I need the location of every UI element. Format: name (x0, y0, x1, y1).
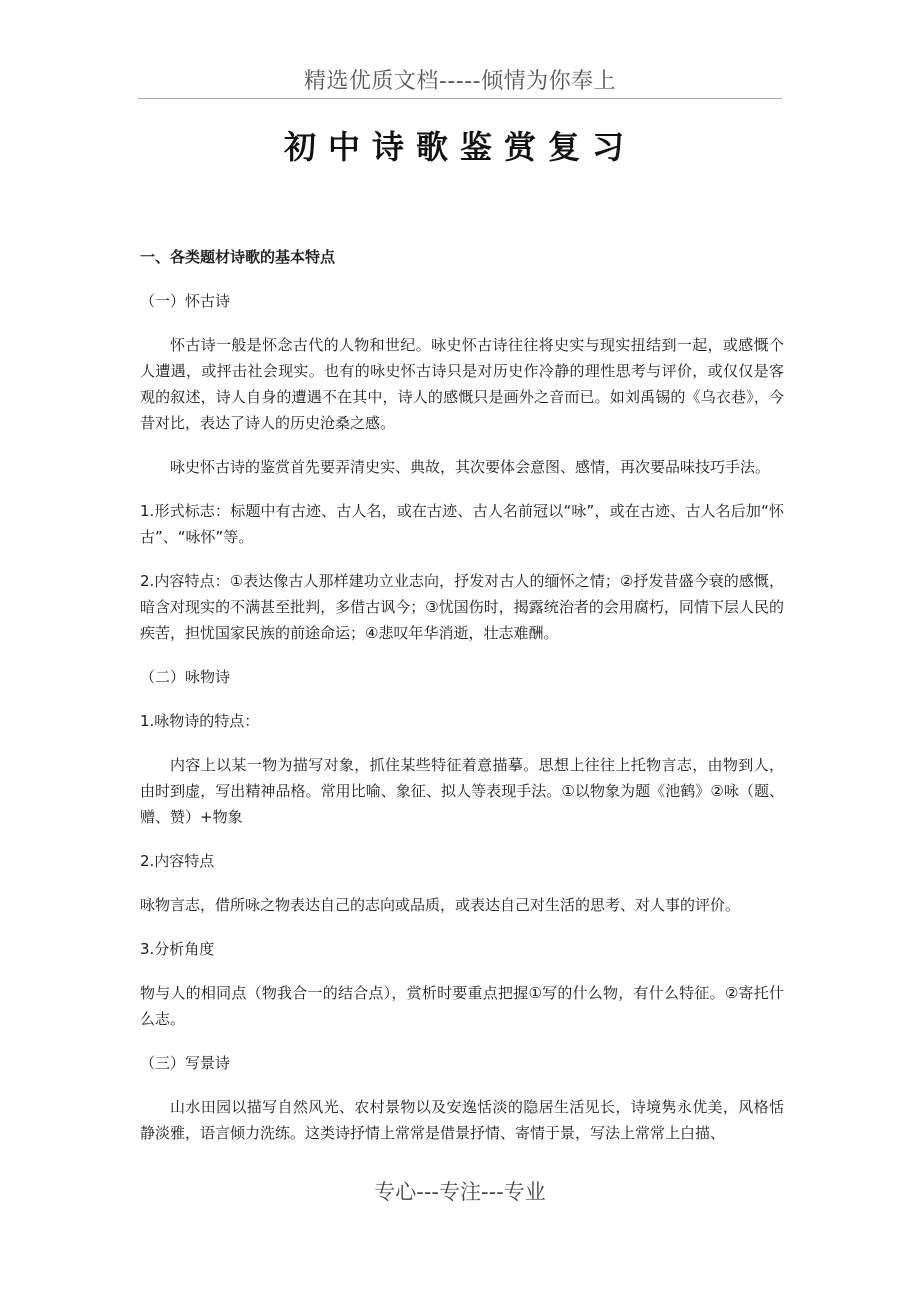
subsection-heading-yongwu: （二）咏物诗 (140, 668, 231, 686)
paragraph: 物与人的相同点（物我合一的结合点），赏析时要重点把握①写的什么物，有什么特征。②寄托什么志。 (140, 984, 784, 1028)
subsection-heading-huaigu: （一）怀古诗 (140, 292, 231, 310)
subsection-heading-xiejing: （三）写景诗 (140, 1054, 231, 1072)
header-divider (138, 98, 782, 99)
document-title: 初中诗歌鉴赏复习 (283, 128, 636, 166)
section-heading: 一、各类题材诗歌的基本特点 (140, 248, 336, 266)
page-header: 精选优质文档-----倾情为你奉上 (303, 69, 617, 94)
document-body (140, 244, 784, 1164)
paragraph: 怀古诗一般是怀念古代的人物和世纪。咏史怀古诗往往将史实与现实扭结到一起，或感慨个人遭遇，或抨击社会现实。也有的咏史怀古诗只是对历史作冷静的理性思考与评价，或仅仅是客观的叙述，诗人自身的遭遇不在其中，诗人的感慨只是画外之音而已。如刘禹锡的《乌衣巷》，今昔对比，表达了诗人的历史沧桑之感。 (140, 336, 784, 432)
item-label: 3.分析角度 (140, 940, 215, 958)
paragraph: 咏物言志，借所咏之物表达自己的志向或品质，或表达自己对生活的思考、对人事的评价。 (140, 896, 741, 914)
item-label: 1.咏物诗的特点： (140, 712, 260, 730)
paragraph: 内容上以某一物为描写对象，抓住某些特征着意描摹。思想上往往上托物言志，由物到人，由时到虚，写出精神品格。常用比喻、象征、拟人等表现手法。①以物象为题《池鹤》②咏（题、赠、赞）+物象 (140, 756, 784, 826)
paragraph: 山水田园以描写自然风光、农村景物以及安逸恬淡的隐居生活见长，诗境隽永优美，风格恬静淡雅，语言倾力洗练。这类诗抒情上常常是借景抒情、寄情于景，写法上常常上白描、 (140, 1098, 784, 1142)
paragraph: 咏史怀古诗的鉴赏首先要弄清史实、典故，其次要体会意图、感情，再次要品味技巧手法。 (170, 458, 771, 476)
item-label: 2.内容特点 (140, 852, 215, 870)
list-item: 1.形式标志：标题中有古迹、古人名，或在古迹、古人名前冠以“咏”，或在古迹、古人名后加“怀古”、“咏怀”等。 (140, 502, 784, 546)
page-footer: 专心---专注---专业 (374, 1180, 546, 1204)
list-item: 2.内容特点：①表达像古人那样建功立业志向，抒发对古人的缅怀之情；②抒发昔盛今衰的感慨，暗含对现实的不满甚至批判，多借古讽今；③忧国伤时，揭露统治者的会用腐朽，同情下层人民的疾苦，担忧国家民族的前途命运；④悲叹年华消逝，壮志难酬。 (140, 572, 784, 642)
